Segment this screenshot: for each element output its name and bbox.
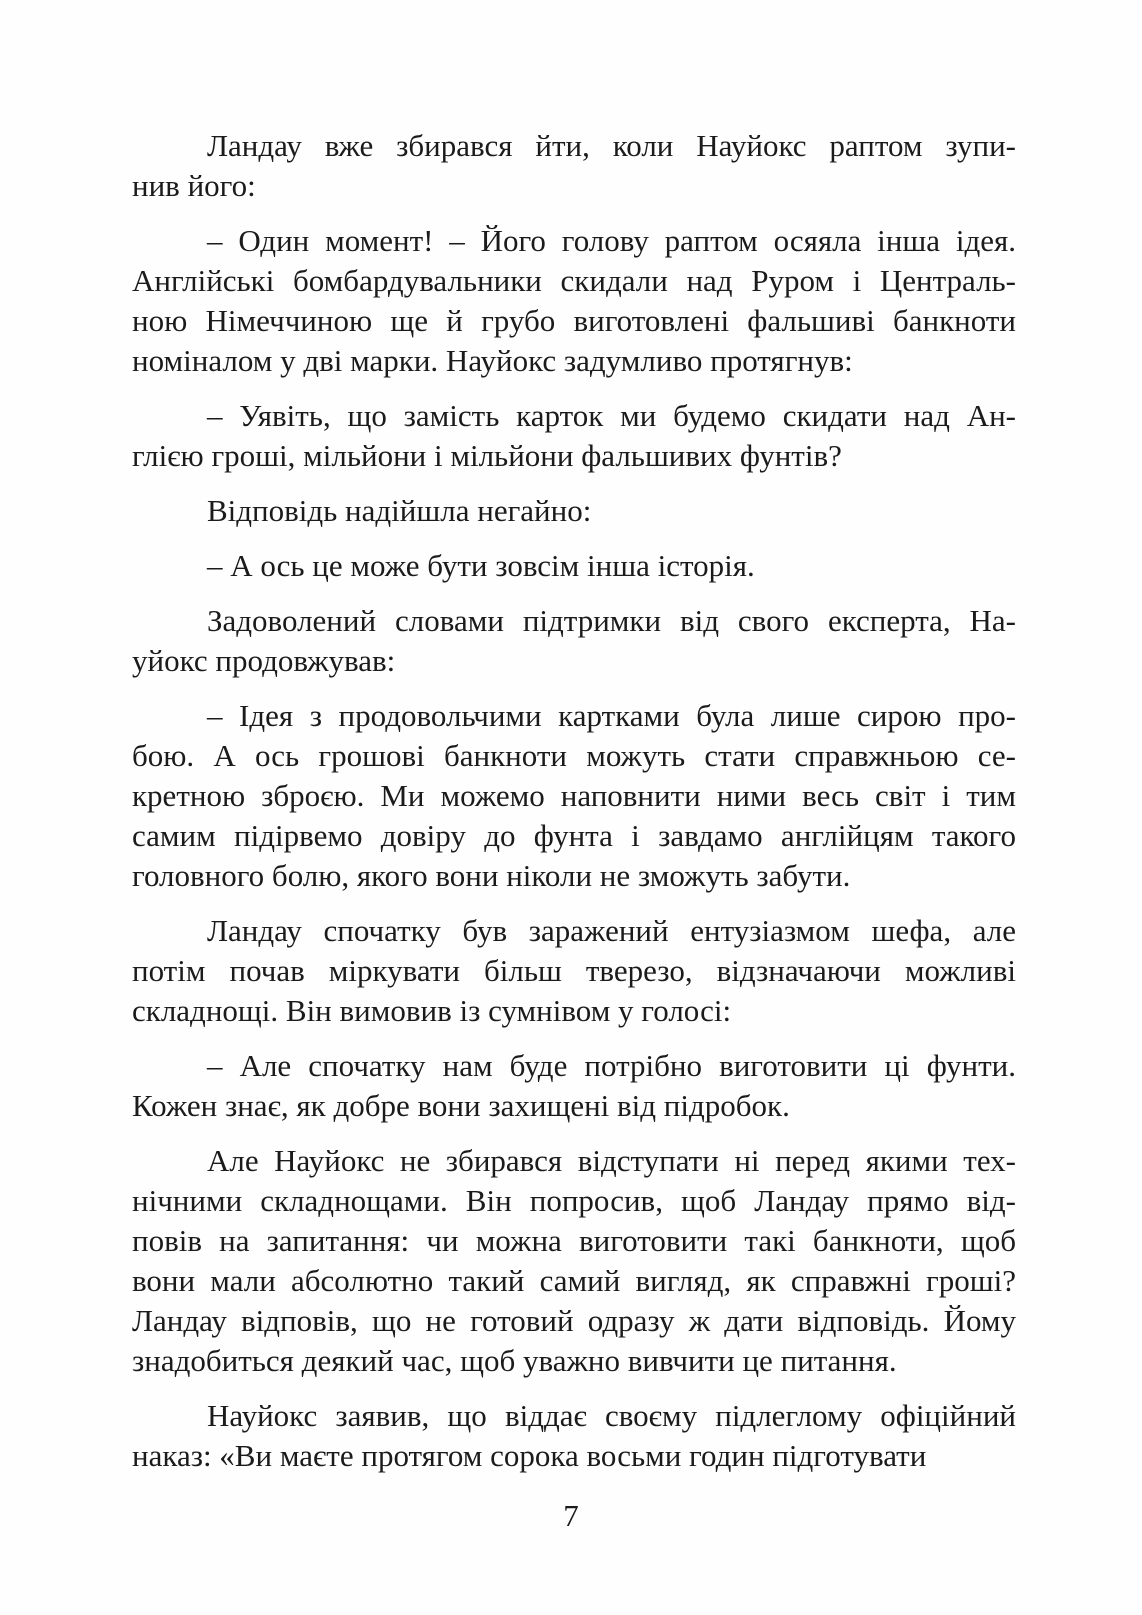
page-number: 7 — [563, 1498, 579, 1533]
paragraph — [132, 546, 1016, 586]
text-line: – А ось це може бути зовсім інша історія. — [207, 548, 755, 583]
text-line: Англійські бомбардувальники скидали над Руром і Централь- — [132, 263, 1016, 298]
text-line: Ландау відповів, що не готовий одразу ж дати відповідь. Йому — [132, 1303, 1016, 1338]
text-line: Задоволений словами підтримки від свого експерта, На- — [207, 603, 1016, 638]
text-line: самим підірвемо довіру до фунта і завдамо англійцям такого — [132, 818, 1016, 853]
paragraph — [132, 1046, 1016, 1126]
text-line: Ландау спочатку був заражений ентузіазмом шефа, але — [207, 913, 1016, 948]
text-line: номіналом у дві марки. Науйокс задумливо протягнув: — [132, 343, 853, 378]
paragraph — [132, 911, 1016, 1031]
text-line: Кожен знає, як добре вони захищені від підробок. — [132, 1088, 790, 1123]
text-line: знадобиться деякий час, щоб уважно вивчити це питання. — [132, 1343, 897, 1378]
text-line: головного болю, якого вони ніколи не зможуть забути. — [132, 858, 851, 893]
text-line: Але Науйокс не збирався відступати ні перед якими тех- — [207, 1143, 1016, 1178]
text-line: потім почав міркувати більш тверезо, відзначаючи можливі — [132, 953, 1016, 988]
text-line: повів на запитання: чи можна виготовити такі банкноти, щоб — [132, 1223, 1016, 1258]
text-line: вони мали абсолютно такий самий вигляд, як справжні гроші? — [132, 1263, 1016, 1298]
paragraph — [132, 601, 1016, 681]
text-line: кретною зброєю. Ми можемо наповнити ними весь світ і тим — [132, 778, 1016, 813]
paragraph — [132, 1396, 1016, 1476]
paragraph — [132, 126, 1016, 206]
text-block — [132, 126, 1016, 1491]
text-line: – Ідея з продовольчими картками була лише сирою про- — [207, 698, 1016, 733]
text-line: – Один момент! – Його голову раптом осяяла інша ідея. — [207, 223, 1016, 258]
paragraph — [132, 696, 1016, 896]
text-line: бою. А ось грошові банкноти можуть стати справжньою се- — [132, 738, 1016, 773]
paragraph — [132, 221, 1016, 381]
text-line: Відповідь надійшла негайно: — [207, 493, 592, 528]
paragraph — [132, 1141, 1016, 1381]
paragraph — [132, 491, 1016, 531]
text-line: нічними складнощами. Він попросив, щоб Ландау прямо від- — [132, 1183, 1016, 1218]
text-line: наказ: «Ви маєте протягом сорока восьми годин підготувати — [132, 1438, 927, 1473]
paragraph — [132, 396, 1016, 476]
text-line: – Але спочатку нам буде потрібно виготовити ці фунти. — [207, 1048, 1016, 1083]
text-line: ною Німеччиною ще й грубо виготовлені фальшиві банкноти — [132, 303, 1016, 338]
text-line: нив його: — [132, 168, 256, 203]
text-line: уйокс продовжував: — [132, 643, 396, 678]
text-line: Науйокс заявив, що віддає своєму підлеглому офіційний — [207, 1398, 1016, 1433]
text-line: Ландау вже збирався йти, коли Науйокс раптом зупи- — [207, 128, 1016, 163]
text-line: – Уявіть, що замість карток ми будемо скидати над Ан- — [207, 398, 1016, 433]
text-line: складнощі. Він вимовив із сумнівом у голосі: — [132, 993, 732, 1028]
text-line: глією гроші, мільйони і мільйони фальшивих фунтів? — [132, 438, 842, 473]
